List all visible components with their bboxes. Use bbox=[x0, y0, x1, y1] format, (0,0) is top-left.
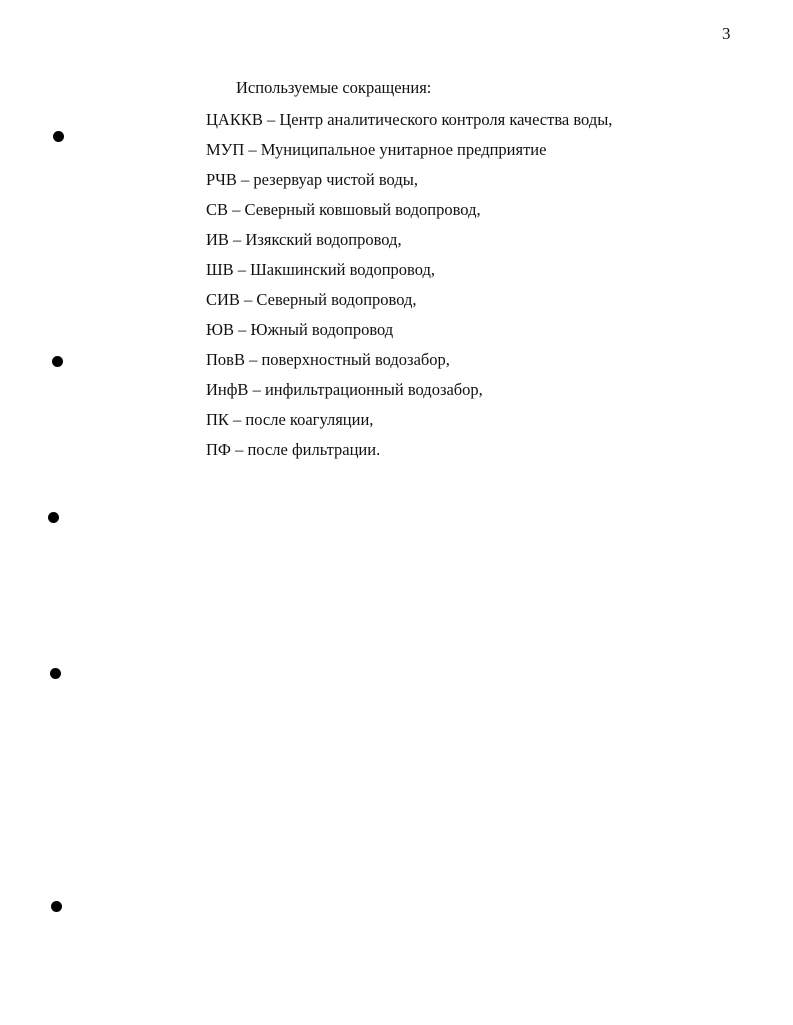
punch-hole-mark bbox=[50, 668, 61, 679]
abbreviation-item: СВ – Северный ковшовый водопровод, bbox=[206, 200, 481, 219]
abbreviations-list bbox=[206, 108, 612, 468]
page-number: 3 bbox=[722, 24, 731, 43]
abbreviation-item: ЦАККВ – Центр аналитического контроля качества воды, bbox=[206, 110, 613, 129]
abbreviation-item: РЧВ – резервуар чистой воды, bbox=[206, 170, 418, 189]
punch-hole-mark bbox=[53, 131, 64, 142]
abbreviation-item: ЮВ – Южный водопровод bbox=[206, 320, 394, 339]
abbreviation-item: ИнфВ – инфильтрационный водозабор, bbox=[206, 380, 483, 399]
abbreviation-item: СИВ – Северный водопровод, bbox=[206, 290, 417, 309]
abbreviations-heading: Используемые сокращения: bbox=[236, 78, 432, 97]
abbreviation-item: ПовВ – поверхностный водозабор, bbox=[206, 350, 450, 369]
abbreviation-item: ПФ – после фильтрации. bbox=[206, 440, 381, 459]
abbreviation-item: ПК – после коагуляции, bbox=[206, 410, 374, 429]
abbreviation-item: ИВ – Изякский водопровод, bbox=[206, 230, 402, 249]
punch-hole-mark bbox=[51, 901, 62, 912]
abbreviation-item: МУП – Муниципальное унитарное предприятие bbox=[206, 140, 547, 159]
punch-hole-mark bbox=[48, 512, 59, 523]
abbreviation-item: ШВ – Шакшинский водопровод, bbox=[206, 260, 436, 279]
punch-hole-mark bbox=[52, 356, 63, 367]
